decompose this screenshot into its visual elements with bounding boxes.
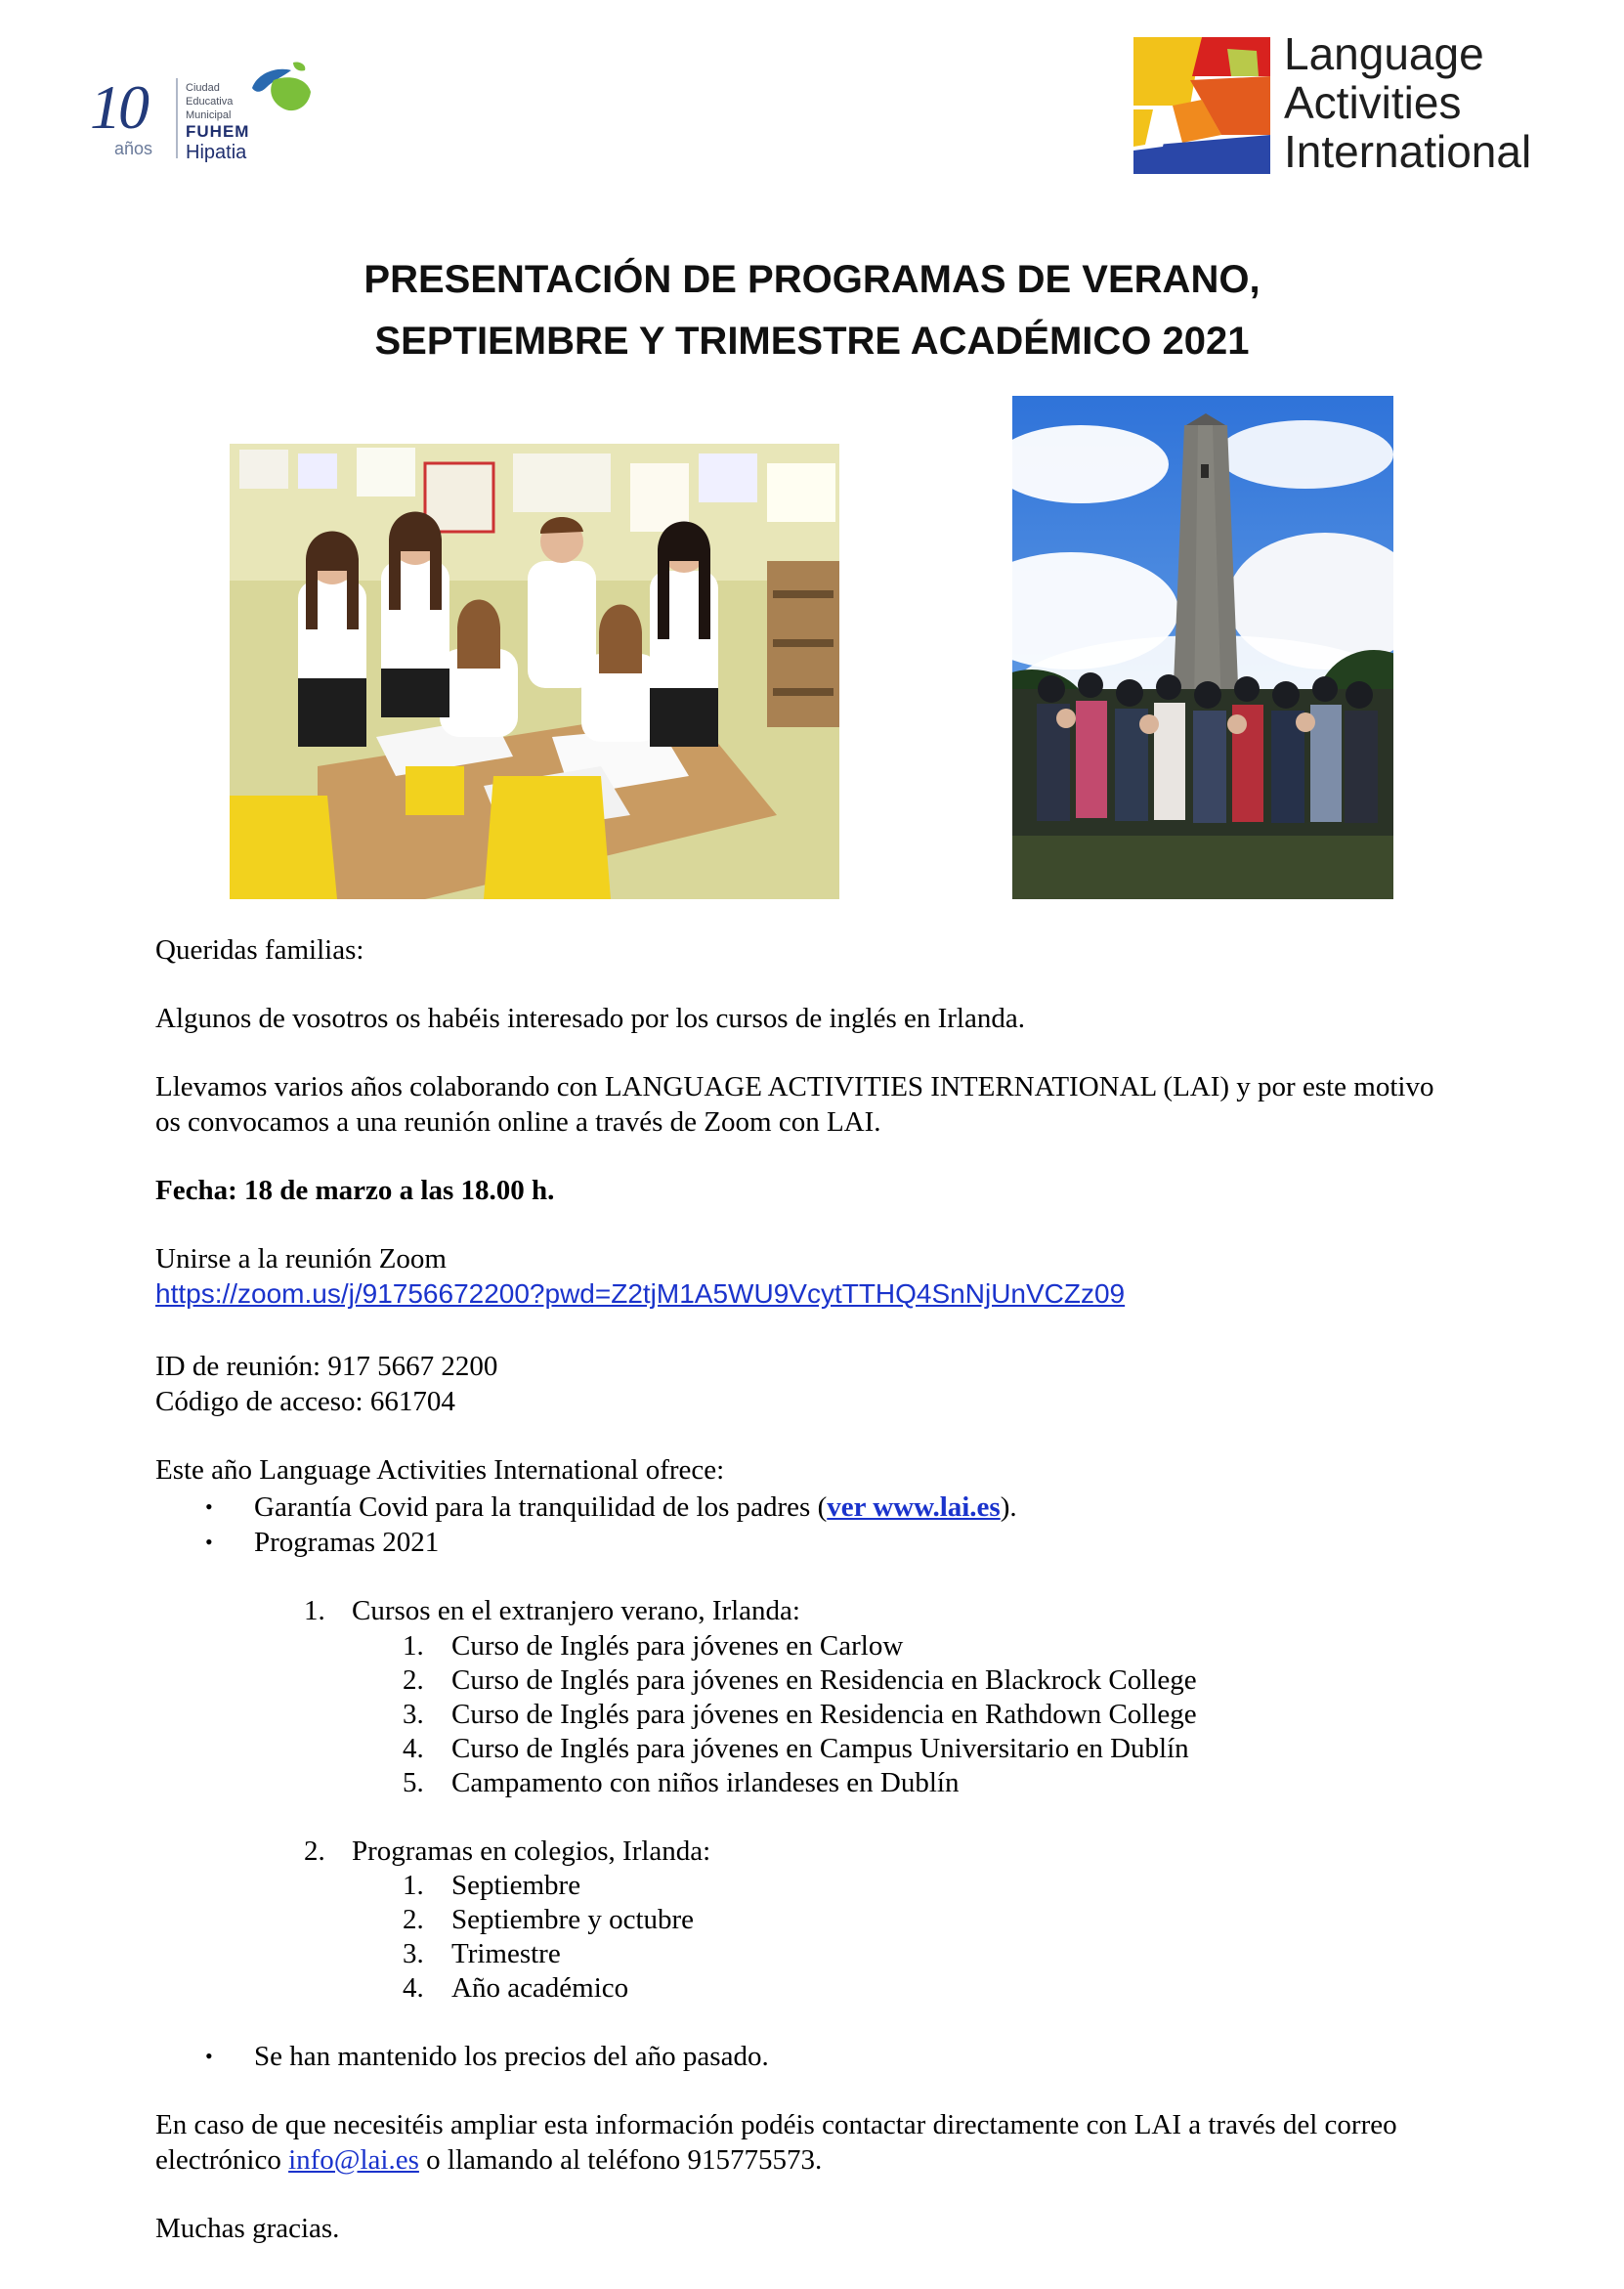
page-title — [0, 249, 1624, 372]
bullet-programs: Programas 2021 — [254, 1527, 440, 1558]
bullet-icon: • — [205, 1530, 213, 1554]
contact-text: electrónico — [155, 2144, 289, 2176]
contact-line-2 — [155, 2142, 822, 2178]
list-item: Campamento con niños irlandeses en Dublín — [451, 1767, 960, 1798]
lai-website-link[interactable]: ver www.lai.es — [827, 1491, 1001, 1523]
access-code: Código de acceso: 661704 — [155, 1386, 455, 1417]
contact-line-1: En caso de que necesitéis ampliar esta información podéis contactar directamente con LAI a través del correo — [155, 2109, 1397, 2140]
lai-logo-line: Language — [1284, 28, 1484, 79]
tower-photo — [1012, 396, 1393, 899]
lai-logo-text — [1284, 29, 1531, 176]
bullet-icon: • — [205, 1494, 213, 1519]
list-item-number: 2. — [403, 1904, 424, 1935]
hipatia-anniversary-word: años — [114, 139, 153, 158]
list-item-number: 4. — [403, 1972, 424, 2004]
hipatia-name: Hipatia — [186, 142, 247, 163]
lai-logo-line: International — [1284, 126, 1532, 177]
zoom-meeting-link[interactable]: https://zoom.us/j/91756672200?pwd=Z2tjM1A5WU9VcytTTHQ4SnNjUnVCZz09 — [155, 1278, 1126, 1309]
paragraph-interest: Algunos de vosotros os habéis interesado por los cursos de inglés en Irlanda. — [155, 1003, 1025, 1034]
list-item: Curso de Inglés para jóvenes en Campus Universitario en Dublín — [451, 1733, 1189, 1764]
list-item: Curso de Inglés para jóvenes en Residencia en Rathdown College — [451, 1699, 1197, 1730]
contact-email-link[interactable]: info@lai.es — [288, 2144, 419, 2176]
hipatia-anniversary-number: 10 — [90, 72, 147, 142]
zoom-link-line — [155, 1276, 1125, 1312]
list-item-number: 1. — [403, 1870, 424, 1901]
hipatia-divider — [176, 78, 178, 158]
bullet-prices: Se han mantenido los precios del año pasado. — [254, 2041, 769, 2072]
paragraph-collaboration-line-1: Llevamos varios años colaborando con LANGUAGE ACTIVITIES INTERNATIONAL (LAI) y por este motivo — [155, 1071, 1434, 1102]
bullet-icon: • — [205, 2044, 213, 2068]
list-item-number: 2. — [403, 1664, 424, 1696]
classroom-photo — [230, 444, 839, 899]
bullet-covid-guarantee — [254, 1490, 1017, 1525]
meeting-date: Fecha: 18 de marzo a las 18.00 h. — [155, 1175, 555, 1206]
list-item: Trimestre — [451, 1938, 561, 1969]
hipatia-line: Educativa — [186, 96, 234, 108]
zoom-label: Unirse a la reunión Zoom — [155, 1243, 447, 1274]
list-item-number: 4. — [403, 1733, 424, 1764]
hipatia-line: Ciudad — [186, 82, 220, 94]
paragraph-collaboration-line-2: os convocamos a una reunión online a través de Zoom con LAI. — [155, 1106, 881, 1138]
hipatia-text — [186, 81, 249, 163]
program-number: 2. — [304, 1836, 325, 1867]
meeting-id: ID de reunión: 917 5667 2200 — [155, 1351, 498, 1382]
greeting: Queridas familias: — [155, 934, 364, 966]
list-item-number: 5. — [403, 1767, 424, 1798]
list-item-number: 1. — [403, 1630, 424, 1662]
offer-intro: Este año Language Activities International ofrece: — [155, 1454, 725, 1486]
contact-phone-text: o llamando al teléfono 915775573. — [418, 2144, 823, 2176]
list-item-number: 3. — [403, 1699, 424, 1730]
bullet-covid-close: ). — [1000, 1491, 1017, 1523]
program-title: Cursos en el extranjero verano, Irlanda: — [352, 1595, 800, 1626]
hipatia-leaf-icon — [244, 59, 315, 119]
hipatia-org: FUHEM — [186, 122, 250, 141]
hipatia-line: Municipal — [186, 109, 232, 121]
closing: Muchas gracias. — [155, 2213, 340, 2244]
page-title-line-1: PRESENTACIÓN DE PROGRAMAS DE VERANO, — [363, 258, 1261, 301]
bullet-covid-text: Garantía Covid para la tranquilidad de los padres ( — [254, 1491, 828, 1523]
list-item: Año académico — [451, 1972, 629, 2004]
list-item: Curso de Inglés para jóvenes en Residencia en Blackrock College — [451, 1664, 1197, 1696]
page-title-line-2: SEPTIEMBRE Y TRIMESTRE ACADÉMICO 2021 — [374, 320, 1250, 363]
list-item: Curso de Inglés para jóvenes en Carlow — [451, 1630, 904, 1662]
list-item: Septiembre y octubre — [451, 1904, 695, 1935]
lai-logo-mark-icon — [1133, 37, 1270, 174]
program-title: Programas en colegios, Irlanda: — [352, 1836, 711, 1867]
program-number: 1. — [304, 1595, 325, 1626]
list-item: Septiembre — [451, 1870, 581, 1901]
list-item-number: 3. — [403, 1938, 424, 1969]
lai-logo-line: Activities — [1284, 77, 1462, 128]
